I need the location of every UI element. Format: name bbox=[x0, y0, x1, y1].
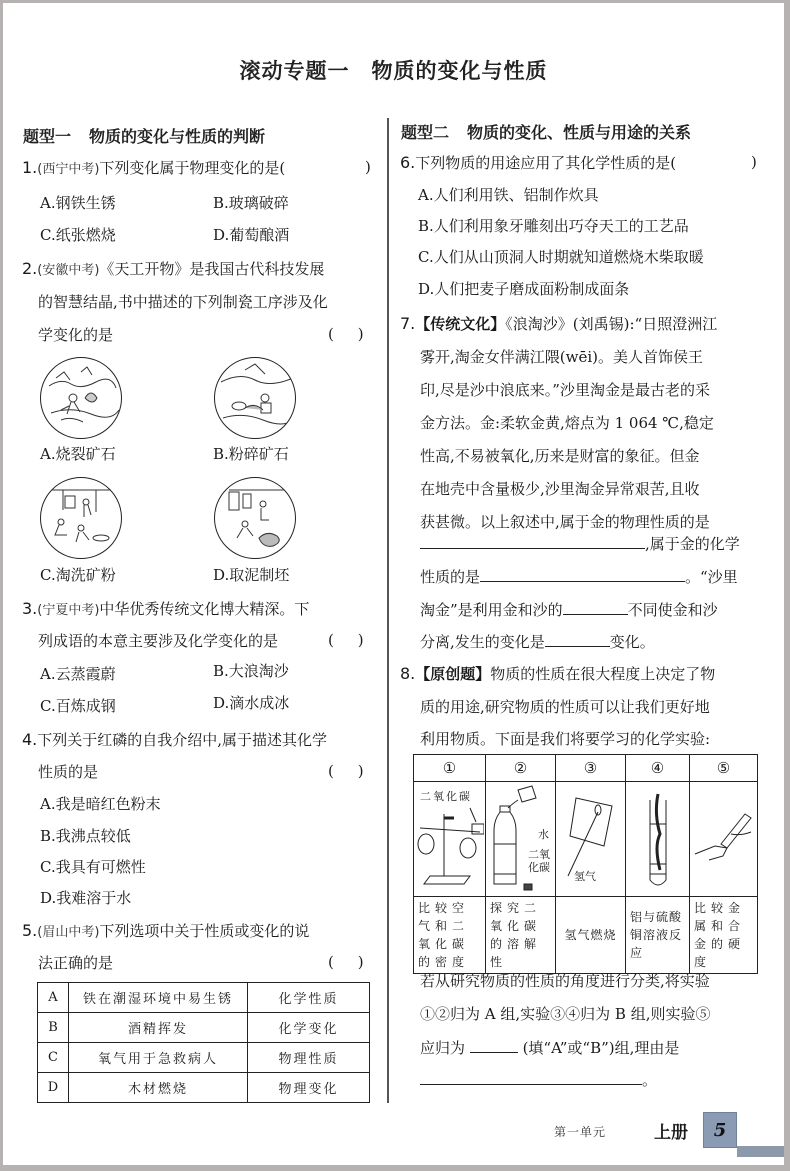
q6-option-c: C.人们从山顶洞人时期就知道燃烧木柴取暖 bbox=[418, 248, 704, 266]
title-part2: 物质的变化与性质 bbox=[371, 59, 548, 83]
q8-reason-line: 。 bbox=[420, 1069, 657, 1090]
experiment-description: 铝与硫酸铜溶液反应 bbox=[626, 897, 690, 974]
answer-blank[interactable] bbox=[420, 533, 645, 549]
answer-paren: ( ) bbox=[328, 325, 364, 343]
q4-line: 性质的是 bbox=[38, 763, 99, 781]
section-heading-1: 题型一 物质的变化与性质的判断 bbox=[23, 127, 266, 146]
question-8-stem: 8.【原创题】物质的性质在很大程度上决定了物 bbox=[400, 664, 716, 683]
experiment-description: 比较金属和合金的硬度 bbox=[690, 897, 758, 974]
question-1-stem: 1.(西宁中考)下列变化属于物理变化的是( bbox=[22, 158, 286, 177]
q6-option-d: D.人们把麦子磨成面粉制成面条 bbox=[418, 280, 630, 298]
q1-option-c: C.纸张燃烧 bbox=[40, 226, 116, 244]
footer-volume: 上册 bbox=[654, 1123, 688, 1143]
experiment-4-figure bbox=[626, 782, 690, 897]
q2-option-b: B.粉碎矿石 bbox=[213, 445, 289, 463]
q8-line: ①②归为 A 组,实验③④归为 B 组,则实验⑤ bbox=[420, 1005, 711, 1023]
answer-paren: ( ) bbox=[328, 762, 364, 780]
question-7-stem: 7.【传统文化】《浪淘沙》(刘禹锡):“日照澄洲江 bbox=[400, 314, 718, 333]
question-6-stem: 6.下列物质的用途应用了其化学性质的是( bbox=[400, 153, 677, 172]
illustration-making-clay bbox=[214, 477, 296, 559]
q3-line: 列成语的本意主要涉及化学变化的是 bbox=[38, 632, 279, 650]
answer-paren: ) bbox=[751, 153, 757, 171]
experiment-5-figure bbox=[690, 782, 758, 897]
q2-option-c: C.淘洗矿粉 bbox=[40, 566, 116, 584]
table-row: D 木材燃烧 物理变化 bbox=[38, 1073, 370, 1103]
page-title bbox=[3, 55, 784, 85]
section-heading-2: 题型二 物质的变化、性质与用途的关系 bbox=[401, 123, 692, 142]
q7-line: 雾开,淘金女伴满江隈(wēi)。美人首饰侯王 bbox=[420, 348, 703, 366]
test-tube-icon bbox=[628, 784, 688, 894]
q8-line: 质的用途,研究物质的性质可以让我们更好地 bbox=[420, 698, 710, 716]
q3-option-a: A.云蒸霞蔚 bbox=[40, 665, 116, 683]
q7-fill-line-2: 性质的是 。“沙里 bbox=[420, 568, 738, 586]
title-part1: 滚动专题一 bbox=[239, 59, 350, 83]
answer-blank[interactable] bbox=[480, 566, 685, 582]
q7-fill-line-4: 分离,发生的变化是 变化。 bbox=[420, 633, 655, 651]
answer-blank[interactable] bbox=[563, 599, 628, 615]
metal-scratch-icon bbox=[691, 784, 757, 894]
answer-blank[interactable] bbox=[470, 1037, 518, 1053]
table-row: C 氧气用于急救病人 物理性质 bbox=[38, 1043, 370, 1073]
textbook-page bbox=[3, 3, 784, 1165]
experiment-description: 比较空气和二氧化碳的密度 bbox=[414, 897, 486, 974]
q1-option-d: D.葡萄酿酒 bbox=[213, 226, 290, 244]
experiment-3-figure: 氢气 bbox=[556, 782, 626, 897]
q7-line: 获甚微。以上叙述中,属于金的物理性质的是 bbox=[420, 513, 710, 531]
q5-options-table bbox=[37, 982, 370, 1103]
question-2-stem: 2.(安徽中考)《天工开物》是我国古代科技发展 bbox=[22, 259, 325, 278]
q3-option-b: B.大浪淘沙 bbox=[213, 662, 289, 680]
q6-option-a: A.人们利用铁、铝制作炊具 bbox=[418, 186, 599, 204]
q7-fill-line-3: 淘金”是利用金和沙的 不同使金和沙 bbox=[420, 601, 718, 619]
q7-fill-line-1: ,属于金的化学 bbox=[420, 533, 740, 554]
answer-blank[interactable] bbox=[420, 1069, 642, 1085]
q1-option-a: A.钢铁生锈 bbox=[40, 194, 116, 212]
illustration-washing-ore bbox=[40, 477, 122, 559]
page-tab-strip bbox=[737, 1146, 784, 1157]
q3-option-d: D.滴水成冰 bbox=[213, 694, 290, 712]
q8-line: 利用物质。下面是我们将要学习的化学实验: bbox=[420, 730, 711, 748]
q7-line: 在地壳中含量极少,沙里淘金异常艰苦,且收 bbox=[420, 480, 700, 498]
q8-fill-line: 应归为 (填“A”或“B”)组,理由是 bbox=[420, 1039, 680, 1057]
illustration-burning-ore bbox=[40, 357, 122, 439]
page-number: 5 bbox=[703, 1112, 737, 1148]
q8-line: 若从研究物质的性质的角度进行分类,将实验 bbox=[420, 972, 710, 990]
experiment-number: ⑤ bbox=[690, 755, 758, 782]
question-4-stem: 4.下列关于红磷的自我介绍中,属于描述其化学 bbox=[22, 730, 328, 749]
experiments-table bbox=[413, 754, 758, 974]
answer-paren: ) bbox=[365, 158, 371, 176]
answer-blank[interactable] bbox=[545, 631, 610, 647]
experiment-number: ① bbox=[414, 755, 486, 782]
q4-option-d: D.我难溶于水 bbox=[40, 889, 132, 907]
q2-option-a: A.烧裂矿石 bbox=[40, 445, 116, 463]
illustration-crushing-ore bbox=[214, 357, 296, 439]
q2-line: 的智慧结晶,书中描述的下列制瓷工序涉及化 bbox=[38, 293, 328, 311]
experiment-number: ③ bbox=[556, 755, 626, 782]
experiment-number: ④ bbox=[626, 755, 690, 782]
q4-option-c: C.我具有可燃性 bbox=[40, 858, 146, 876]
q4-option-a: A.我是暗红色粉末 bbox=[40, 795, 161, 813]
q7-line: 金方法。金:柔软金黄,熔点为 1 064 ℃,稳定 bbox=[420, 414, 714, 432]
experiment-number: ② bbox=[486, 755, 556, 782]
table-row: B 酒精挥发 化学变化 bbox=[38, 1013, 370, 1043]
column-divider bbox=[387, 118, 389, 1103]
footer-unit: 第一单元 bbox=[554, 1125, 607, 1139]
experiment-description: 氢气燃烧 bbox=[556, 897, 626, 974]
answer-paren: ( ) bbox=[328, 953, 364, 971]
q2-option-d: D.取泥制坯 bbox=[213, 566, 290, 584]
answer-paren: ( ) bbox=[328, 631, 364, 649]
q3-option-c: C.百炼成钢 bbox=[40, 697, 116, 715]
q6-option-b: B.人们利用象牙雕刻出巧夺天工的工艺品 bbox=[418, 217, 689, 235]
q2-line: 学变化的是 bbox=[38, 326, 114, 344]
question-5-stem: 5.(眉山中考)下列选项中关于性质或变化的说 bbox=[22, 921, 310, 940]
q1-option-b: B.玻璃破碎 bbox=[213, 194, 289, 212]
q7-line: 性高,不易被氧化,历来是财富的象征。但金 bbox=[420, 447, 700, 465]
q4-option-b: B.我沸点较低 bbox=[40, 827, 131, 845]
experiment-2-figure: 水 二氧化碳 bbox=[486, 782, 556, 897]
table-row: A 铁在潮湿环境中易生锈 化学性质 bbox=[38, 983, 370, 1013]
experiment-description: 探究二氧化碳的溶解性 bbox=[486, 897, 556, 974]
q5-line: 法正确的是 bbox=[38, 954, 114, 972]
q7-line: 印,尽是沙中浪底来。”沙里淘金是最古老的采 bbox=[420, 381, 710, 399]
question-3-stem: 3.(宁夏中考)中华优秀传统文化博大精深。下 bbox=[22, 599, 310, 618]
experiment-1-figure: 二氧化碳 bbox=[414, 782, 486, 897]
